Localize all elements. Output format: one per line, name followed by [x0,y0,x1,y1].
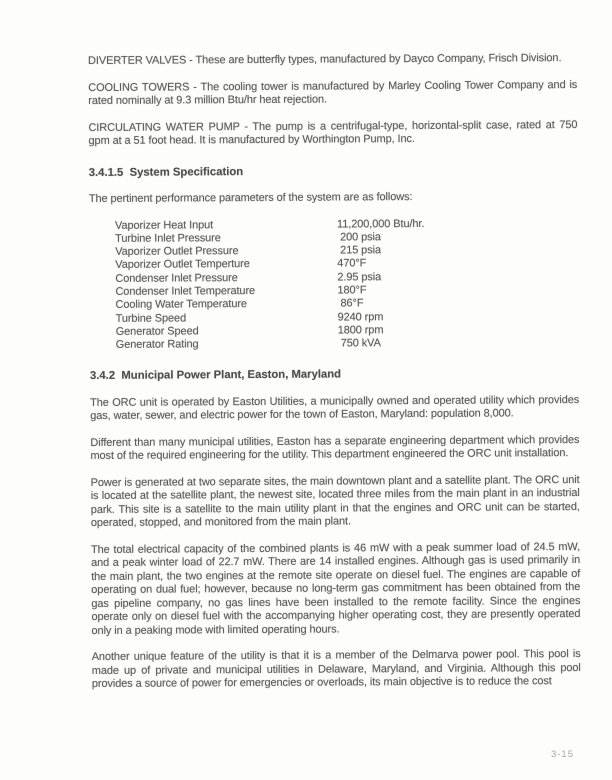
spec-value: 215 psia [337,244,381,257]
paragraph-diverter-valves: DIVERTER VALVES - These are butterfly types, manufactured by Dayco Company, Frisch Division. [88,52,562,67]
spec-label: Vaporizer Outlet Temperture [115,258,250,272]
document-page-content [88,52,581,705]
paragraph-cooling-towers: COOLING TOWERS - The cooling tower is manufactured by Marley Cooling Tower Company and is rated nominally at 9.3 million Btu/hr heat rejection. [88,78,578,107]
spec-label: Generator Rating [115,338,199,352]
spec-label: Turbine Speed [115,311,187,325]
spec-label: Condenser Inlet Temperature [115,284,256,298]
page-number: 3-15 [550,749,574,760]
spec-value: 86°F [337,297,364,310]
paragraph-delmarva-pool: Another unique feature of the utility is that it is a member of the Delmarva power pool. This pool is made up of private and municipal utilities in Delaware, Maryland, and Virginia. Although this pool provides a source of power for emergencies or overloads, its main objective is to reduce the cost [91,648,581,691]
spec-label: Cooling Water Temperature [115,298,247,312]
paragraph-orc-unit-operator: The ORC unit is operated by Easton Utilities, a municipally owned and operated utility which provides gas, water, sewer, and electric power for the town of Easton, Maryland: population 8,000. [90,393,580,423]
spec-label: Generator Speed [115,325,199,338]
spec-row-generator-rating [116,336,579,352]
spec-label: Vaporizer Heat Input [115,218,214,232]
spec-value: 200 psia [337,231,381,244]
spec-label: Vaporizer Outlet Pressure [115,245,239,258]
spec-label: Condenser Inlet Pressure [115,271,238,285]
heading-system-specification: 3.4.1.5 System Specification [88,165,244,179]
spec-value: 750 kVA [337,337,381,350]
paragraph-electrical-capacity: The total electrical capacity of the combined plants is 46 mW with a peak summer load of 24.5 mW, and a peak winter load of 22.7 mW. There are 14 installed engines. Although gas is used primarily in the main plant, the two engines at the remote site operate on diesel fuel. The engines are capable of operating on dual fuel; however, because no long-term gas commitment has been obtained from the gas pipeline company, no gas lines have been installed to the remote facility. Since the engines operate only on diesel fuel with the accompanying higher operating cost, they are presently operated only in a peaking mode with limited operating hours. [90,540,581,637]
paragraph-circulating-water-pump: CIRCULATING WATER PUMP - The pump is a centrifugal-type, horizontal-split case, rated at 750 gpm at a 51 foot head. It is manufactured by Worthington Pump, Inc. [88,118,578,147]
paragraph-two-sites: Power is generated at two separate sites, the main downtown plant and a satellite plant. The ORC unit is located at the satellite plant, the newest site, located three miles from the main plant in an industrial park. This site is a satellite to the main utility plant in that the engines and ORC unit can be started, operated, stopped, and monitored from the main plant. [90,473,580,530]
paragraph-spec-intro: The pertinent performance parameters of the system are as follows: [88,191,413,205]
paragraph-engineering-department: Different than many municipal utilities, Easton has a separate engineering department which provides most of the required engineering for the utility. This department engineered the ORC unit installation. [90,433,580,463]
spec-table [89,217,579,353]
spec-value: 2.95 psia [337,270,382,284]
spec-value: 470°F [337,257,367,270]
heading-municipal-power-plant: 3.4.2 Municipal Power Plant, Easton, Maryland [89,368,342,383]
spec-value: 11,200,000 Btu/hr. [337,217,425,230]
spec-value: 9240 rpm [337,310,384,324]
spec-value: 1800 rpm [337,324,384,337]
spec-label: Turbine Inlet Pressure [115,231,221,245]
spec-value: 180°F [337,284,367,297]
